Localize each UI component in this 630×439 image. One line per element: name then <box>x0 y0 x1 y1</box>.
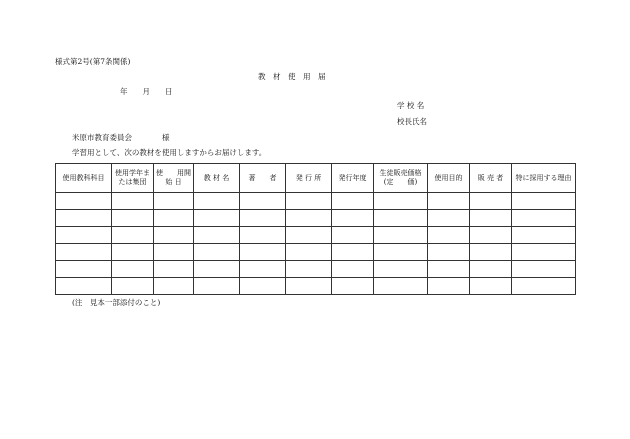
principal-name-label: 校長氏名 <box>397 117 427 126</box>
table-cell[interactable] <box>286 193 332 210</box>
header-material-name: 教 材 名 <box>194 164 240 193</box>
header-purpose: 使用目的 <box>428 164 470 193</box>
table-cell[interactable] <box>332 244 374 261</box>
table-cell[interactable] <box>286 227 332 244</box>
table-cell[interactable] <box>470 244 512 261</box>
table-cell[interactable] <box>512 193 576 210</box>
table-cell[interactable] <box>512 261 576 278</box>
date-line: 年 月 日 <box>120 87 173 96</box>
header-seller: 販 売 者 <box>470 164 512 193</box>
table-cell[interactable] <box>240 210 286 227</box>
table-cell[interactable] <box>470 193 512 210</box>
table-cell[interactable] <box>112 193 154 210</box>
form-title: 教 材 使 用 届 <box>258 72 326 81</box>
table-cell[interactable] <box>332 193 374 210</box>
table-cell[interactable] <box>428 244 470 261</box>
table-header-row <box>56 164 576 193</box>
header-publisher: 発 行 所 <box>286 164 332 193</box>
table-cell[interactable] <box>286 278 332 295</box>
table-row <box>56 278 576 295</box>
header-author: 著 者 <box>240 164 286 193</box>
table-cell[interactable] <box>512 244 576 261</box>
table-cell[interactable] <box>332 261 374 278</box>
table-cell[interactable] <box>332 227 374 244</box>
table-cell[interactable] <box>112 210 154 227</box>
table-cell[interactable] <box>56 227 112 244</box>
table-cell[interactable] <box>154 244 194 261</box>
table-cell[interactable] <box>286 261 332 278</box>
table-cell[interactable] <box>374 261 428 278</box>
table-cell[interactable] <box>56 261 112 278</box>
table-cell[interactable] <box>428 193 470 210</box>
table-row <box>56 210 576 227</box>
intro-text: 学習用として、次の教材を使用しますからお届けします。 <box>72 148 267 157</box>
attachment-note: (注 見本一部添付のこと) <box>72 298 161 307</box>
table-cell[interactable] <box>240 227 286 244</box>
table-cell[interactable] <box>428 227 470 244</box>
header-start-date: 使 用開 始 日 <box>154 164 194 193</box>
table-cell[interactable] <box>470 278 512 295</box>
table-cell[interactable] <box>56 244 112 261</box>
table-cell[interactable] <box>374 210 428 227</box>
table-cell[interactable] <box>240 244 286 261</box>
table-cell[interactable] <box>154 193 194 210</box>
teaching-materials-table <box>55 163 576 295</box>
table-cell[interactable] <box>154 278 194 295</box>
table-cell[interactable] <box>332 210 374 227</box>
table-cell[interactable] <box>112 227 154 244</box>
table-cell[interactable] <box>240 278 286 295</box>
table-cell[interactable] <box>428 210 470 227</box>
form-number: 様式第2号(第7条関係) <box>55 57 131 66</box>
table-row <box>56 244 576 261</box>
header-subject: 使用教科科目 <box>56 164 112 193</box>
table-cell[interactable] <box>112 261 154 278</box>
table-cell[interactable] <box>194 193 240 210</box>
table-cell[interactable] <box>154 227 194 244</box>
header-publication-year: 発行年度 <box>332 164 374 193</box>
table-body <box>56 193 576 295</box>
addressee: 米原市教育委員会 様 <box>72 133 170 142</box>
table-row <box>56 227 576 244</box>
table-cell[interactable] <box>194 261 240 278</box>
table-cell[interactable] <box>112 278 154 295</box>
table-cell[interactable] <box>374 278 428 295</box>
table-cell[interactable] <box>470 261 512 278</box>
table-cell[interactable] <box>512 210 576 227</box>
header-grade-or-group: 使用学年または集団 <box>112 164 154 193</box>
table-cell[interactable] <box>56 193 112 210</box>
table-cell[interactable] <box>240 261 286 278</box>
header-reason: 特に採用する理由 <box>512 164 576 193</box>
table-cell[interactable] <box>512 227 576 244</box>
table-cell[interactable] <box>374 193 428 210</box>
table-row <box>56 193 576 210</box>
table-cell[interactable] <box>428 278 470 295</box>
table-cell[interactable] <box>112 244 154 261</box>
table-cell[interactable] <box>286 244 332 261</box>
table-cell[interactable] <box>154 210 194 227</box>
table-cell[interactable] <box>470 210 512 227</box>
table-cell[interactable] <box>194 210 240 227</box>
table-row <box>56 261 576 278</box>
table-cell[interactable] <box>240 193 286 210</box>
table-cell[interactable] <box>56 278 112 295</box>
table-cell[interactable] <box>512 278 576 295</box>
table-cell[interactable] <box>194 278 240 295</box>
table-cell[interactable] <box>56 210 112 227</box>
school-name-label: 学 校 名 <box>397 101 425 110</box>
table-cell[interactable] <box>374 227 428 244</box>
table-cell[interactable] <box>286 210 332 227</box>
table-cell[interactable] <box>154 261 194 278</box>
table-cell[interactable] <box>194 244 240 261</box>
table-cell[interactable] <box>374 244 428 261</box>
header-student-price: 生徒販売価格(定 価) <box>374 164 428 193</box>
table-cell[interactable] <box>332 278 374 295</box>
table-cell[interactable] <box>470 227 512 244</box>
table-cell[interactable] <box>428 261 470 278</box>
table-cell[interactable] <box>194 227 240 244</box>
